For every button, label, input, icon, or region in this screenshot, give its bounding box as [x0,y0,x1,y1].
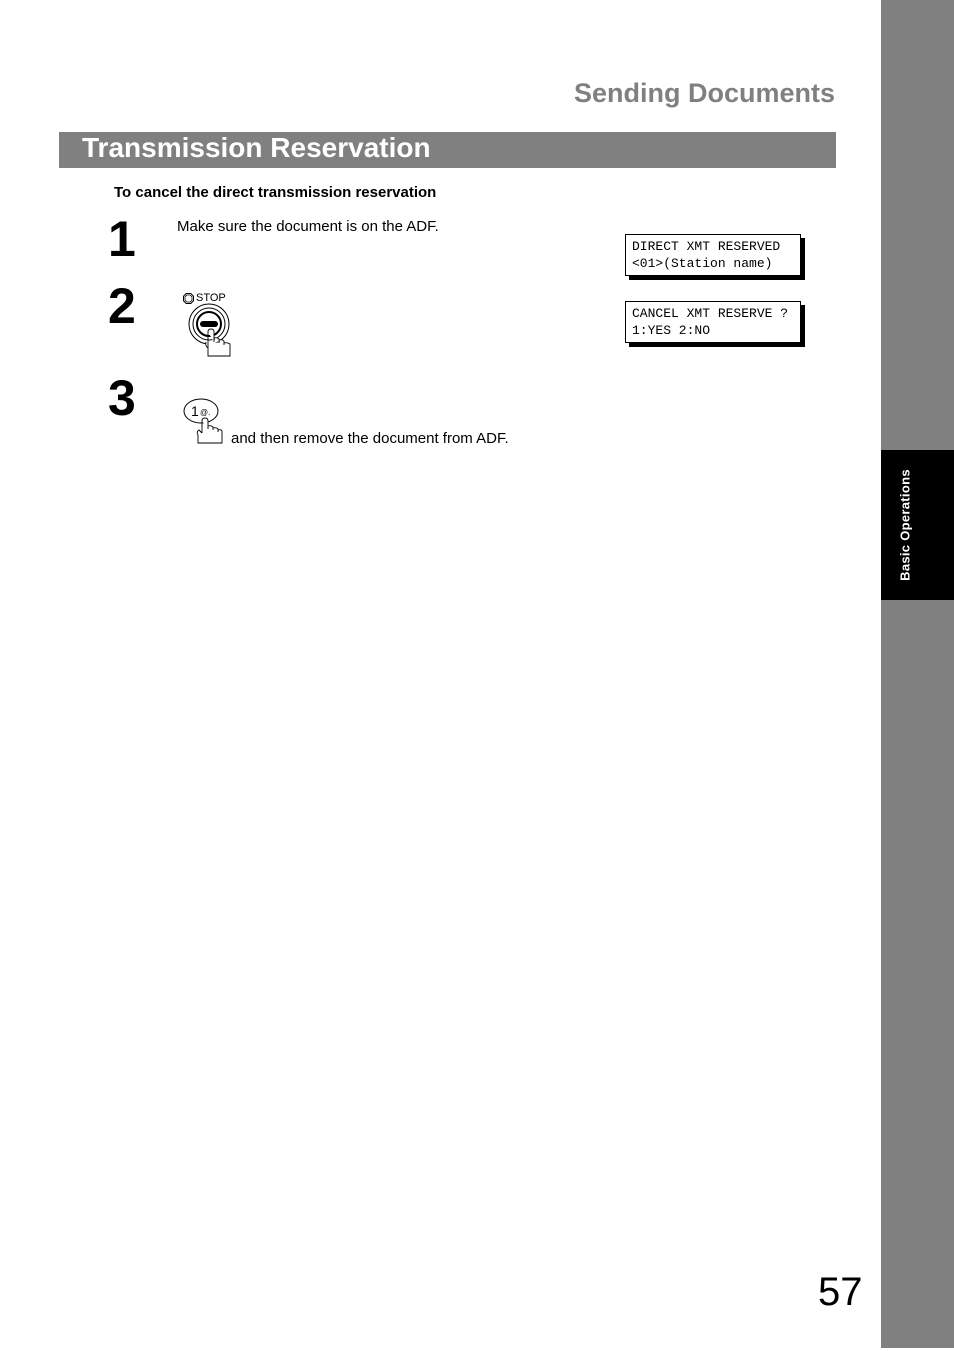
procedure-heading: To cancel the direct transmission reservation [114,184,437,201]
page-title: Transmission Reservation [82,132,431,163]
stop-button-press-icon [186,302,236,360]
lcd-display-1 [625,234,801,276]
key-1-label: 1 [191,403,199,419]
section-title: Sending Documents [573,78,835,108]
step-number-1: 1 [108,211,136,267]
stop-key-label: STOP [196,292,226,304]
lcd-2-line-2: 1:YES 2:NO [632,323,711,338]
chapter-tab [881,450,954,600]
lcd-2-line-1: CANCEL XMT RESERVE ? [632,306,789,321]
chapter-tab-label: Basic Operations [897,469,913,581]
key-1-sublabel: @. [200,408,211,417]
step-1-text: Make sure the document is on the ADF. [177,218,439,235]
page-number: 57 [818,1270,863,1314]
step-number-3: 3 [108,370,136,426]
step-number-2: 2 [108,278,136,334]
lcd-display-2 [625,301,801,343]
lcd-1-line-2: <01>(Station name) [632,256,773,271]
side-margin-bar [881,0,954,1348]
lcd-1-line-1: DIRECT XMT RESERVED [632,239,781,254]
step-3-text: and then remove the document from ADF. [231,430,509,447]
number-key-1-press-icon [182,397,224,445]
